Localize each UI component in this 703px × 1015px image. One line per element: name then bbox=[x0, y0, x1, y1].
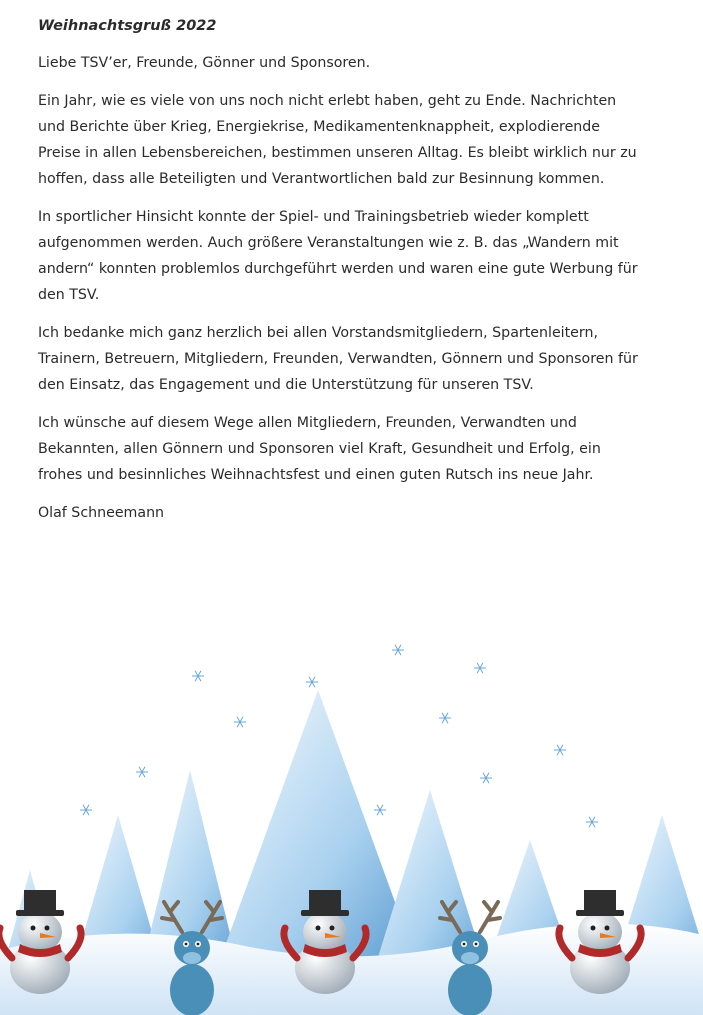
paragraph-1: Ein Jahr, wie es viele von uns noch nicht erlebt haben, geht zu Ende. Nachrichten und Berichte über Krieg, Energiekrise, Medikamentenknappheit, explodierende Preise in allen Lebensbereichen, bestimmen unseren Alltag. Es bleibt wirklich nur zu hoffen, dass alle Beteiligten und Verantwortlichen bald zur Besinnung kommen. bbox=[38, 93, 637, 187]
paragraph-2: In sportlicher Hinsicht konnte der Spiel- und Trainingsbetrieb wieder komplett aufgenommen werden. Auch größere Veranstaltungen wie z. B. das „Wandern mit andern“ konnten problemlos durchgeführt werden und waren eine gute Werbung für den TSV. bbox=[38, 209, 638, 303]
paragraph-4: Ich wünsche auf diesem Wege allen Mitgliedern, Freunden, Verwandten und Bekannten, allen Gönnern und Sponsoren viel Kraft, Gesundheit und Erfolg, ein frohes und besinnliches Weihnachtsfest und einen guten Rutsch ins neue Jahr. bbox=[38, 415, 601, 483]
christmas-illustration bbox=[0, 620, 703, 1015]
paragraph-3: Ich bedanke mich ganz herzlich bei allen Vorstandsmitgliedern, Spartenleitern, Trainern, Betreuern, Mitgliedern, Freunden, Verwandten, Gönnern und Sponsoren für den Einsatz, das Engagement und die Unterstützung für unseren TSV. bbox=[38, 325, 638, 393]
letter-title: Weihnachtsgruß 2022 bbox=[38, 18, 217, 34]
letter-greeting: Liebe TSV’er, Freunde, Gönner und Sponsoren. bbox=[38, 55, 371, 71]
letter-signature: Olaf Schneemann bbox=[38, 505, 165, 521]
letter bbox=[38, 18, 638, 526]
